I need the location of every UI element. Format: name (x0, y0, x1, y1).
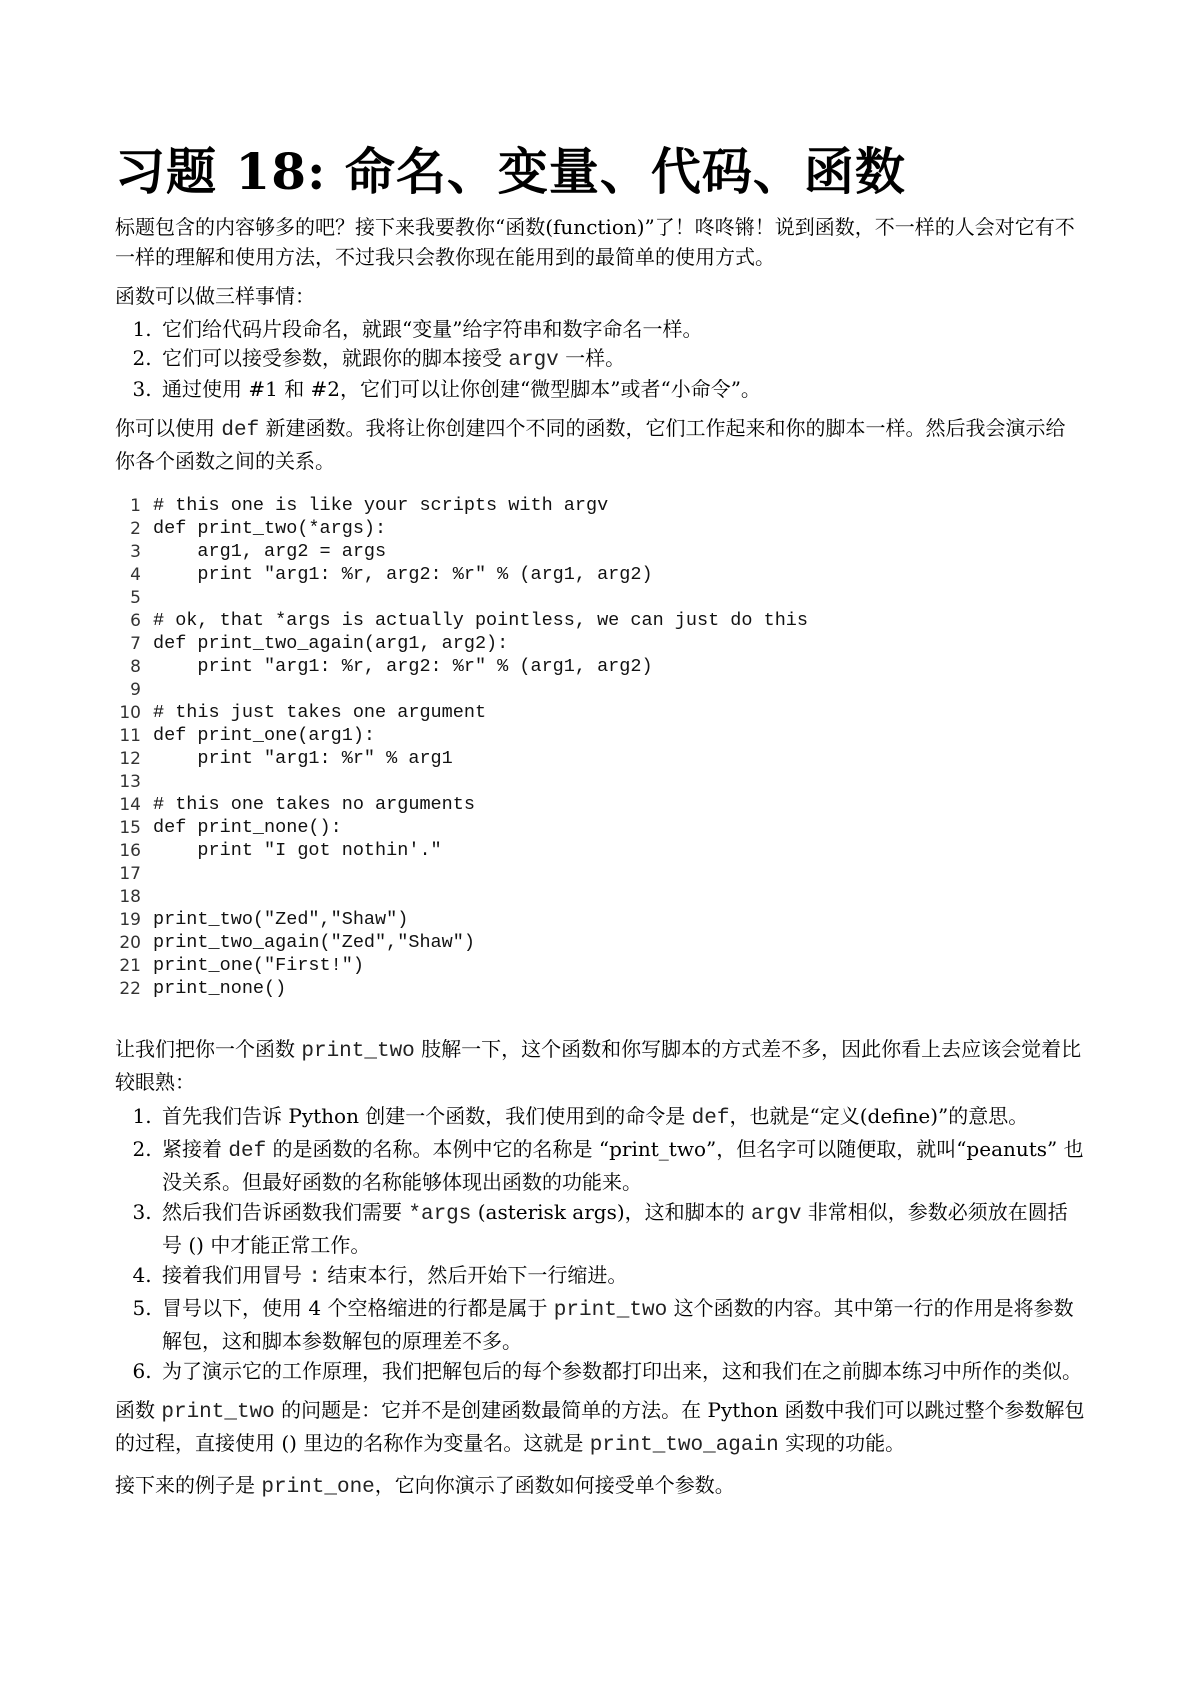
code-text: def print_two(*args): (153, 518, 387, 539)
code-line (115, 977, 1075, 1000)
line-number: 4 (130, 565, 141, 585)
code-text: print_two_again("Zed","Shaw") (153, 932, 475, 953)
code-text: print_one("First!") (153, 955, 364, 976)
line-number: 13 (119, 772, 141, 792)
code-line (115, 770, 1075, 793)
line-number: 6 (130, 611, 141, 631)
list-item: 2. 紧接着 def 的是函数的名称。本例中它的名称是 “print_two”，但名字可以随便取，就叫“peanuts” 也没关系。但最好函数的名称能够体现出函数的功能来。 (158, 1134, 1085, 1197)
code-line (115, 931, 1075, 954)
code-line (115, 862, 1075, 885)
code-line (115, 724, 1075, 747)
line-number: 11 (119, 726, 141, 746)
code-listing (115, 494, 1075, 1000)
list-item: 5. 冒号以下，使用 4 个空格缩进的行都是属于 print_two 这个函数的内容。其中第一行的作用是将参数解包，这和脚本参数解包的原理差不多。 (158, 1293, 1085, 1356)
next-paragraph: 接下来的例子是 print_one，它向你演示了函数如何接受单个参数。 (115, 1473, 735, 1499)
code-text: print "arg1: %r" % arg1 (153, 748, 453, 769)
def-paragraph: 你可以使用 def 新建函数。我将让你创建四个不同的函数，它们工作起来和你的脚本一样。然后我会演示给你各个函数之间的关系。 (115, 416, 1066, 473)
line-number: 14 (119, 795, 141, 815)
code-line (115, 517, 1075, 540)
line-number: 10 (119, 703, 141, 723)
line-number: 17 (119, 864, 141, 884)
breakdown-paragraph: 让我们把你一个函数 print_two 肢解一下，这个函数和你写脚本的方式差不多，因此你看上去应该会觉着比较眼熟： (115, 1037, 1082, 1094)
code-text: def print_one(arg1): (153, 725, 376, 746)
code-text: print "I got nothin'." (153, 840, 442, 861)
code-text: arg1, arg2 = args (153, 541, 387, 562)
line-number: 1 (130, 496, 141, 516)
code-text: # this just takes one argument (153, 702, 487, 723)
steps-list (115, 1101, 1085, 1386)
three-things-lead: 函数可以做三样事情： (115, 284, 315, 308)
line-number: 16 (119, 841, 141, 861)
code-text: # ok, that *args is actually pointless, we can just do this (153, 610, 809, 631)
code-text: def print_none(): (153, 817, 342, 838)
code-text: print_two("Zed","Shaw") (153, 909, 409, 930)
intro-paragraph: 标题包含的内容够多的吧？接下来我要教你“函数(function)”了！咚咚锵！说到函数，不一样的人会对它有不一样的理解和使用方法，不过我只会教你现在能用到的最简单的使用方式。 (115, 215, 1075, 269)
code-line (115, 954, 1075, 977)
list-item: 1. 首先我们告诉 Python 创建一个函数，我们使用到的命令是 def，也就是“定义(define)”的意思。 (158, 1101, 1085, 1134)
list-item: 3. 通过使用 #1 和 #2，它们可以让你创建“微型脚本”或者“小命令”。 (158, 375, 1085, 404)
code-line (115, 632, 1075, 655)
code-line (115, 540, 1075, 563)
code-line (115, 885, 1075, 908)
line-number: 12 (119, 749, 141, 769)
code-line (115, 701, 1075, 724)
line-number: 9 (130, 680, 141, 700)
line-number: 15 (119, 818, 141, 838)
list-item: 6. 为了演示它的工作原理，我们把解包后的每个参数都打印出来，这和我们在之前脚本练习中所作的类似。 (158, 1356, 1085, 1386)
line-number: 19 (119, 910, 141, 930)
line-number: 3 (130, 542, 141, 562)
problem-paragraph: 函数 print_two 的问题是：它并不是创建函数最简单的方法。在 Python 函数中我们可以跳过整个参数解包的过程，直接使用 () 里边的名称作为变量名。这就是 print_two_again 实现的功能。 (115, 1398, 1085, 1457)
inline-code: def (221, 419, 260, 442)
line-number: 2 (130, 519, 141, 539)
list-item: 2. 它们可以接受参数，就跟你的脚本接受 argv 一样。 (158, 344, 1085, 375)
code-line (115, 494, 1075, 517)
line-number: 18 (119, 887, 141, 907)
code-line (115, 655, 1075, 678)
code-line (115, 839, 1075, 862)
code-text: print "arg1: %r, arg2: %r" % (arg1, arg2) (153, 564, 653, 585)
line-number: 21 (119, 956, 141, 976)
list-item: 3. 然后我们告诉函数我们需要 *args (asterisk args)，这和脚本的 argv 非常相似，参数必须放在圆括号 () 中才能正常工作。 (158, 1197, 1085, 1260)
line-number: 8 (130, 657, 141, 677)
code-text: # this one is like your scripts with argv (153, 495, 609, 516)
code-text: # this one takes no arguments (153, 794, 475, 815)
inline-code: print_two (301, 1040, 415, 1063)
code-line (115, 563, 1075, 586)
line-number: 7 (130, 634, 141, 654)
code-text: def print_two_again(arg1, arg2): (153, 633, 509, 654)
code-line (115, 793, 1075, 816)
document-page (115, 140, 1085, 1503)
line-number: 5 (130, 588, 141, 608)
code-line (115, 678, 1075, 701)
code-text: print "arg1: %r, arg2: %r" % (arg1, arg2) (153, 656, 653, 677)
code-line (115, 747, 1075, 770)
page-title: 习题 18: 命名、变量、代码、函数 (115, 142, 906, 201)
code-text: print_none() (153, 978, 287, 999)
line-number: 22 (119, 979, 141, 999)
code-line (115, 908, 1075, 931)
code-line (115, 816, 1075, 839)
code-line (115, 586, 1075, 609)
list-item: 4. 接着我们用冒号 : 结束本行，然后开始下一行缩进。 (158, 1260, 1085, 1293)
three-things-list (115, 315, 1085, 404)
line-number: 20 (119, 933, 141, 953)
inline-code: argv (508, 349, 559, 372)
list-item: 1. 它们给代码片段命名，就跟“变量”给字符串和数字命名一样。 (158, 315, 1085, 344)
code-line (115, 609, 1075, 632)
